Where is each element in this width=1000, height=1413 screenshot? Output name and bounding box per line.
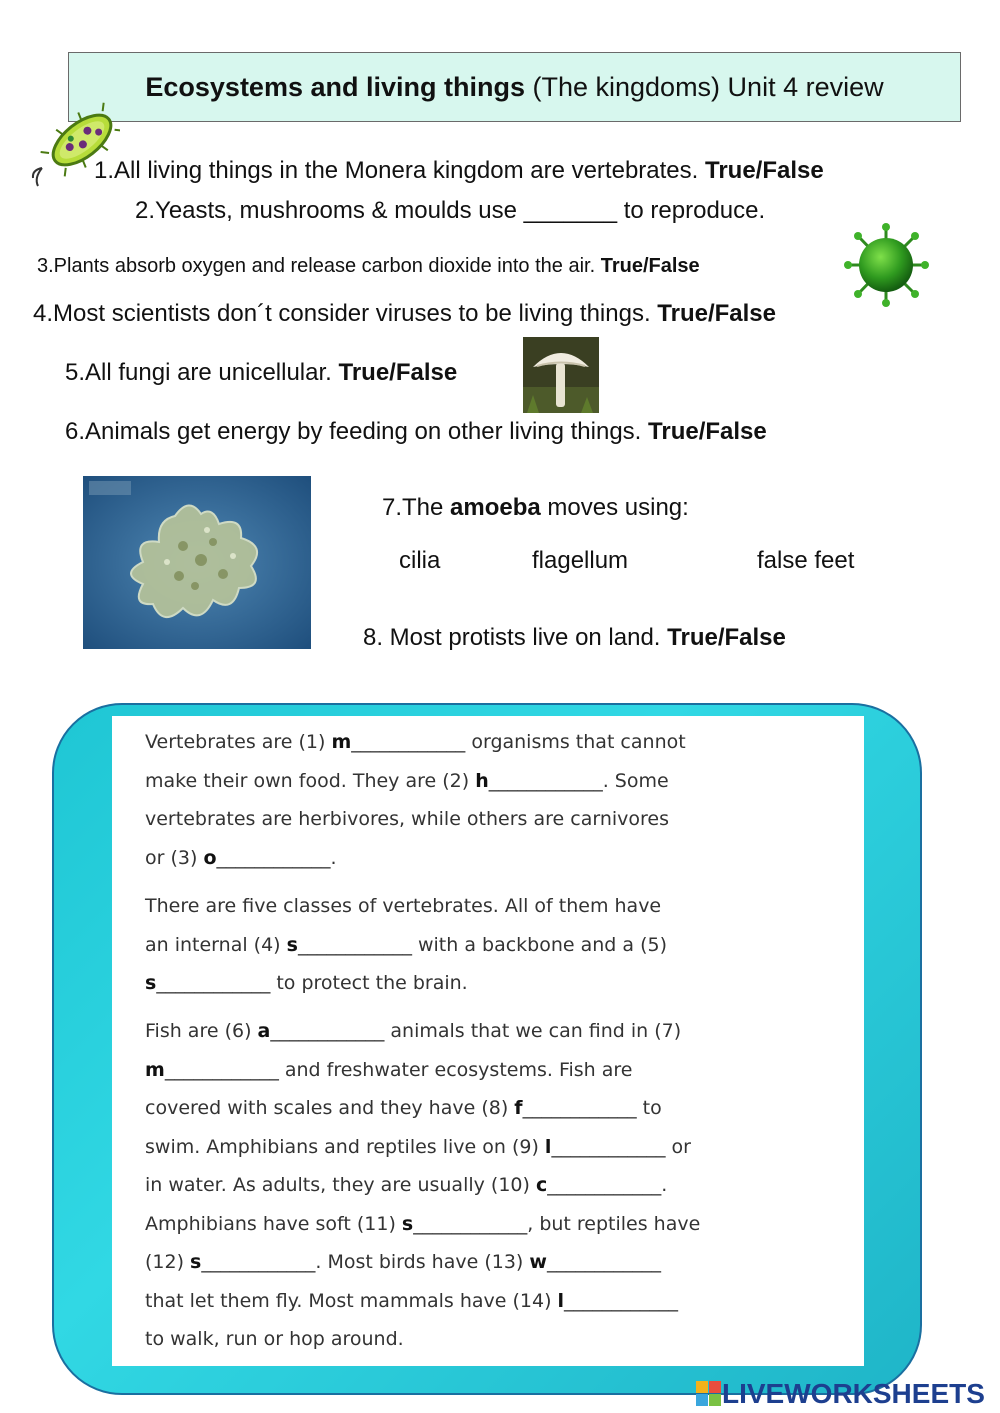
blank-12[interactable]: ____________. Most birds have (13) (201, 1251, 530, 1273)
blank-13[interactable]: ____________ (546, 1251, 661, 1273)
blank-6[interactable]: ____________ animals that we can find in (7) (270, 1020, 682, 1042)
blank-2[interactable]: ____________. Some (488, 769, 669, 792)
q7-option-2[interactable]: flagellum (532, 547, 629, 574)
title-rest: (The kingdoms) Unit 4 review (524, 71, 884, 102)
blank-8[interactable]: ____________ to (522, 1097, 662, 1119)
blank-10[interactable]: ____________. (547, 1174, 668, 1196)
blank-5[interactable]: ____________ to protect the brain. (156, 972, 468, 994)
blank-9[interactable]: ____________ or (551, 1135, 691, 1158)
question-7: 7.The amoeba moves using: (382, 494, 689, 521)
question-4: 4.Most scientists don´t consider viruses to be living things. True/False (33, 300, 777, 327)
blank-11[interactable]: ____________, but reptiles have (413, 1212, 701, 1235)
q1-answer[interactable]: True/False (704, 157, 824, 184)
question-8: 8. Most protists live on land. True/False (363, 624, 786, 651)
blank-7[interactable]: ____________ and freshwater ecosystems. Fish are (164, 1058, 633, 1081)
mushroom-photo (523, 337, 599, 413)
liveworksheets-logo-icon (696, 1381, 722, 1407)
fill-in-paragraph-1: Vertebrates are (1) m____________ organisms that cannot make their own food. They are (2) h____________. Some vertebrates are herbivores, while others are carnivores or (3) o____________. (145, 731, 686, 869)
amoeba-photo (83, 476, 311, 649)
q4-answer[interactable]: True/False (657, 300, 777, 327)
virus-icon (840, 222, 932, 308)
question-5: 5.All fungi are unicellular. True/False (65, 359, 458, 386)
title-bold: Ecosystems and living things (145, 71, 525, 102)
fill-in-paragraph-2: There are five classes of vertebrates. All of them have an internal (4) s____________ with a backbone and a (5) s____________ to protect the brain. (145, 895, 667, 994)
blank-14[interactable]: ____________ (564, 1289, 679, 1312)
fill-in-paragraph-3: Fish are (6) a____________ animals that we can find in (7) m____________ and freshwater ecosystems. Fish are covered with scales and they have (8) f____________ to swim. Amphibians and reptiles live on (9) l____________ or in water. As adults, they are usually (10) c____________. Amphibians have soft (11) s____________, but reptiles have (12) s____________. Most birds have (13) w____________ that let them fly. Most mammals have (14) l____________ to walk, run or hop around. (145, 1020, 701, 1350)
q8-answer[interactable]: True/False (667, 624, 786, 651)
question-3: 3.Plants absorb oxygen and release carbon dioxide into the air. True/False (37, 255, 700, 277)
question-6: 6.Animals get energy by feeding on other living things. True/False (65, 418, 767, 445)
q5-answer[interactable]: True/False (338, 359, 458, 386)
question-2: 2.Yeasts, mushrooms & moulds use _______ to reproduce. (135, 197, 766, 224)
blank-3[interactable]: ____________. (216, 846, 337, 869)
brand-text: LIVEWORKSHEETS (722, 1378, 985, 1409)
page-title (68, 52, 961, 122)
blank-1[interactable]: ____________ organisms that cannot (351, 731, 686, 753)
q7-option-3[interactable]: false feet (757, 547, 855, 574)
q6-answer[interactable]: True/False (648, 418, 767, 445)
q3-answer[interactable]: True/False (600, 255, 700, 277)
q7-option-1[interactable]: cilia (399, 547, 441, 574)
question-1: 1.All living things in the Monera kingdom are vertebrates. True/False (94, 157, 824, 184)
blank-4[interactable]: ____________ with a backbone and a (5) (297, 933, 667, 956)
